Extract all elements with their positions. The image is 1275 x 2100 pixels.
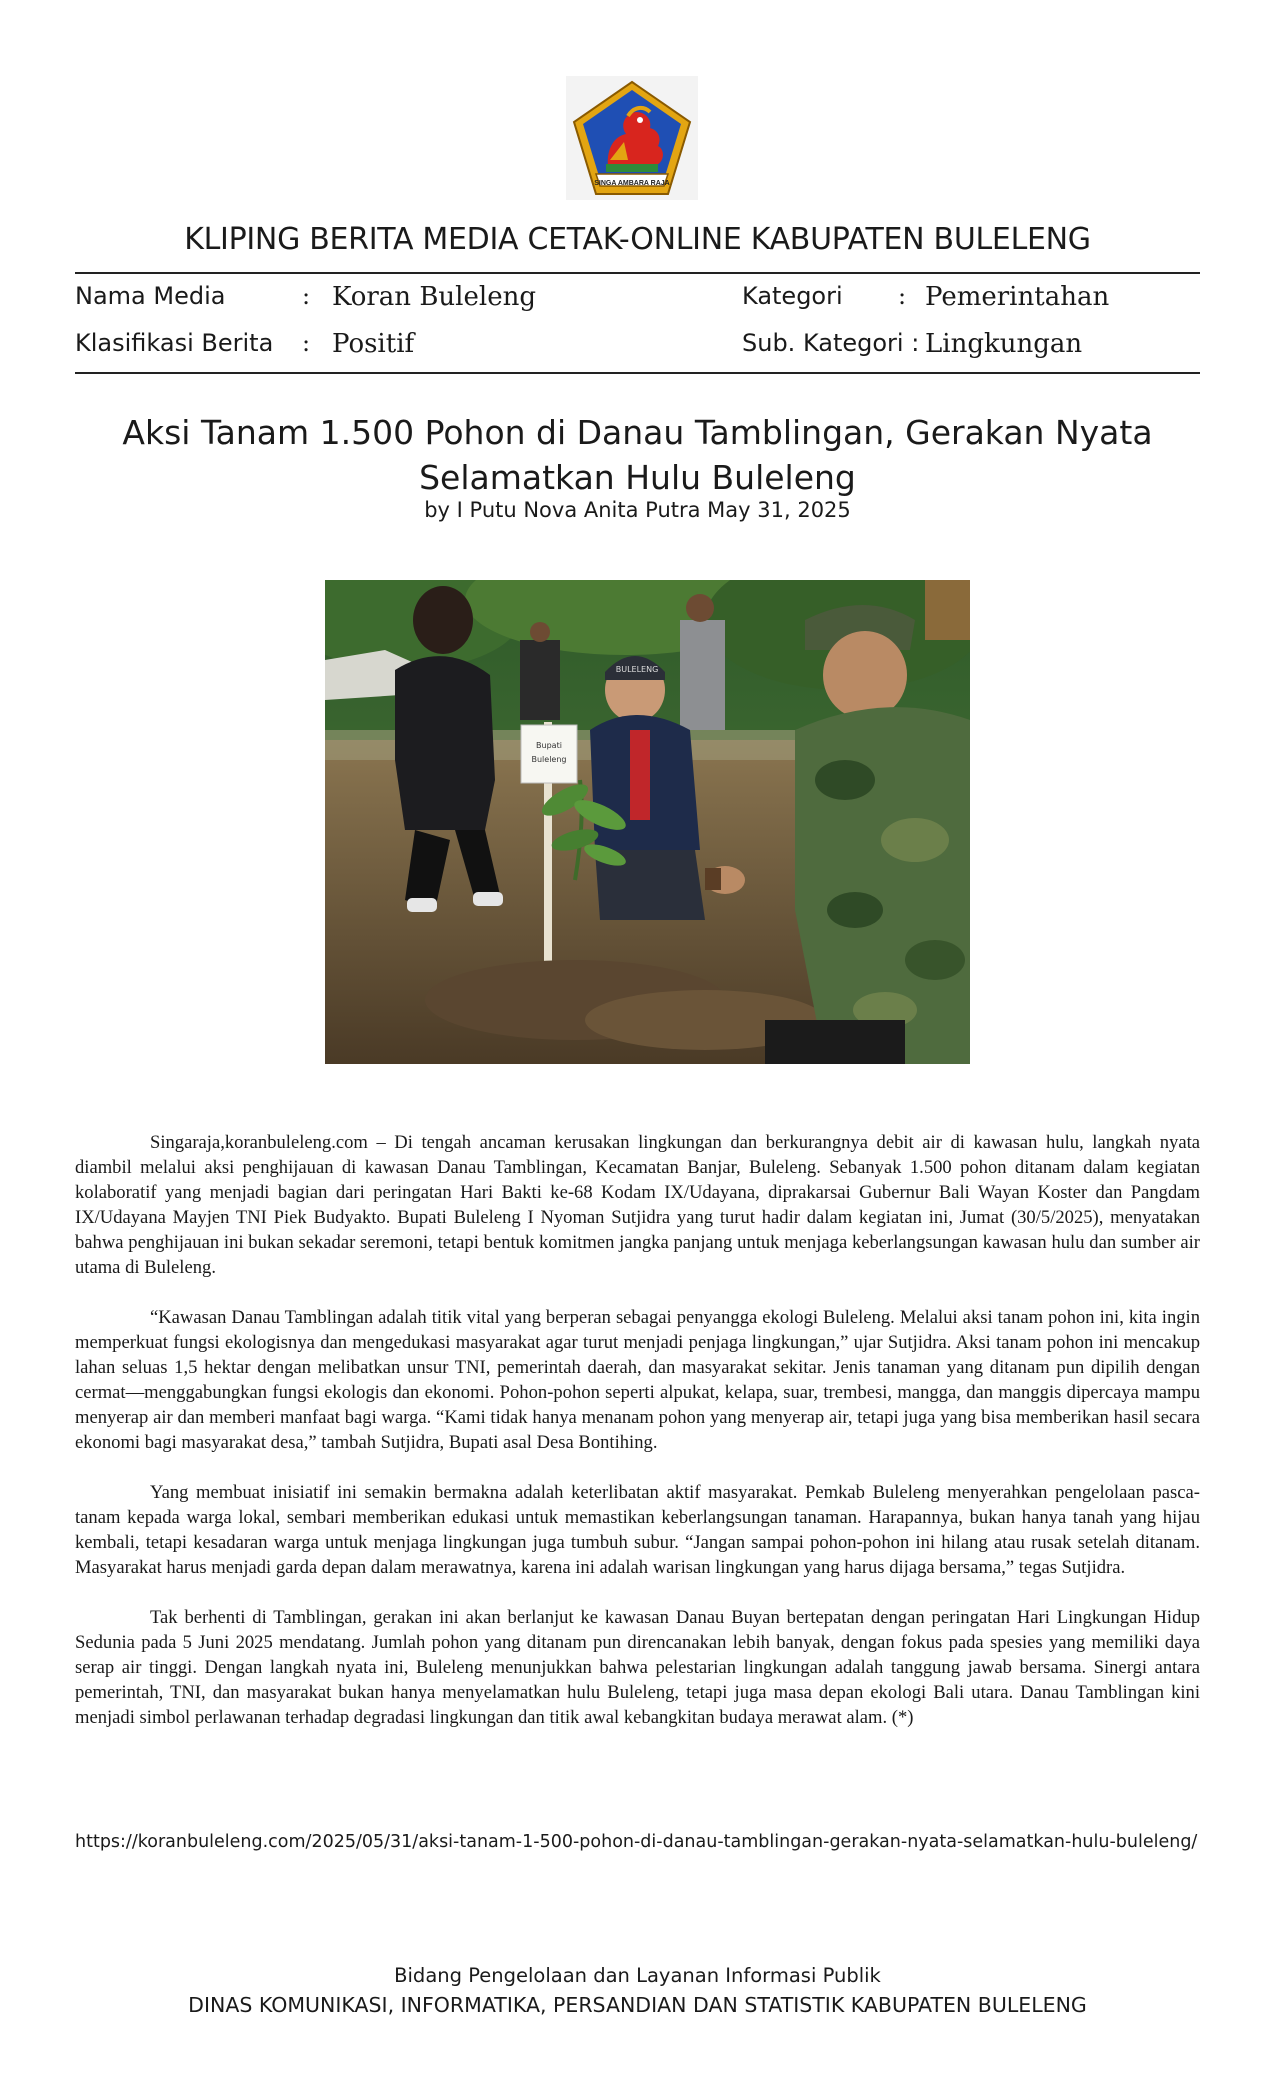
article-title	[100, 410, 1175, 500]
article-paragraph: Yang membuat inisiatif ini semakin bermakna adalah keterlibatan aktif masyarakat. Pemkab Buleleng menyerahkan pengelolaan pasca-tanam kepada warga lokal, sembari memberikan edukasi untuk memastikan keberlangsungan tanaman. Harapannya, bukan hanya tanah yang hijau kembali, tetapi kesadaran warga untuk menjaga lingkungan juga tumbuh subur. “Jangan sampai pohon-pohon ini hilang atau rusak setelah ditanam. Masyarakat harus menjadi garda depan dalam merawatnya, karena ini adalah warisan lingkungan yang harus dijaga bersama,” tegas Sutjidra.	[75, 1482, 1200, 1578]
article-paragraph: Singaraja,koranbuleleng.com – Di tengah ancaman kerusakan lingkungan dan berkurangnya debit air di kawasan hulu, langkah nyata diambil melalui aksi penghijauan di kawasan Danau Tamblingan, Kecamatan Banjar, Buleleng. Sebanyak 1.500 pohon ditanam dalam kegiatan kolaboratif yang menjadi bagian dari peringatan Hari Bakti ke-68 Kodam IX/Udayana, diprakarsai Gubernur Bali Wayan Koster dan Pangdam IX/Udayana Mayjen TNI Piek Budyakto. Bupati Buleleng I Nyoman Sutjidra yang turut hadir dalam kegiatan ini, Jumat (30/5/2025), menyatakan bahwa penghijauan ini bukan sekadar seremoni, tetapi bentuk komitmen jangka panjang untuk menjaga keberlangsungan kawasan hulu dan sumber air utama di Buleleng.	[75, 1132, 1200, 1278]
category-label: Kategori	[742, 282, 843, 310]
media-label: Nama Media	[75, 282, 226, 310]
logo-text: SINGA AMBARA RAJA	[594, 180, 670, 187]
classification-value: Positif	[332, 329, 415, 359]
article-title-line-2: Selamatkan Hulu Buleleng	[419, 458, 856, 497]
article-photo	[325, 580, 970, 1064]
article-title-line-1: Aksi Tanam 1.500 Pohon di Danau Tamblingan, Gerakan Nyata	[122, 413, 1153, 452]
subcategory-value: Lingkungan	[925, 329, 1083, 359]
cap-text: BULELENG	[615, 665, 659, 674]
sign-line-1: Bupati	[536, 741, 562, 750]
article-paragraph: Tak berhenti di Tamblingan, gerakan ini akan berlanjut ke kawasan Danau Buyan bertepatan dengan peringatan Hari Lingkungan Hidup Sedunia pada 5 Juni 2025 mendatang. Jumlah pohon yang ditanam pun direncanakan lebih banyak, dengan fokus pada spesies yang memiliki daya serap air tinggi. Dengan langkah nyata ini, Buleleng menunjukkan bahwa pelestarian lingkungan adalah tanggung jawab bersama. Sinergi antara pemerintah, TNI, dan masyarakat bukan hanya menyelamatkan hulu Buleleng, tetapi juga masa depan ekologi Bali utara. Danau Tamblingan kini menjadi simbol perlawanan terhadap degradasi lingkungan dan titik awal kebangkitan budaya merawat alam. (*)	[75, 1607, 1200, 1728]
header-rule-bottom	[75, 372, 1200, 374]
category-value: Pemerintahan	[925, 282, 1110, 312]
classification-label: Klasifikasi Berita	[75, 329, 274, 357]
sign-line-2: Buleleng	[531, 755, 567, 764]
media-colon: :	[302, 282, 311, 310]
media-value: Koran Buleleng	[332, 282, 536, 312]
classification-colon: :	[302, 329, 311, 357]
category-colon: :	[898, 282, 907, 310]
footer-department: Bidang Pengelolaan dan Layanan Informasi Publik	[394, 1964, 881, 1987]
article-body	[75, 1130, 1200, 1755]
article-paragraph: “Kawasan Danau Tamblingan adalah titik vital yang berperan sebagai penyangga ekologi Buleleng. Melalui aksi tanam pohon ini, kita ingin memperkuat fungsi ekologisnya dan mengedukasi masyarakat agar turut menjadi penjaga lingkungan,” ujar Sutjidra. Aksi tanam pohon ini mencakup lahan seluas 1,5 hektar dengan melibatkan unsur TNI, pemerintah daerah, dan masyarakat sekitar. Jenis tanaman yang ditanam pun dipilih dengan cermat—menggabungkan fungsi ekologis dan ekonomi. Pohon-pohon seperti alpukat, kelapa, suar, trembesi, mangga, dan manggis dipercaya mampu menyerap air dan memberi manfaat bagi warga. “Kami tidak hanya menanam pohon yang menyerap air, tetapi juga yang bisa memberikan hasil secara ekonomi bagi masyarakat desa,” tambah Sutjidra, Bupati asal Desa Bontihing.	[75, 1307, 1200, 1453]
article-byline: by I Putu Nova Anita Putra May 31, 2025	[424, 498, 851, 522]
header-rule-top	[75, 272, 1200, 274]
subcategory-label: Sub. Kategori :	[742, 329, 920, 357]
source-url[interactable]: https://koranbuleleng.com/2025/05/31/aksi-tanam-1-500-pohon-di-danau-tamblingan-gerakan-nyata-selamatkan-hulu-buleleng/	[75, 1832, 1198, 1852]
document-header-title: KLIPING BERITA MEDIA CETAK-ONLINE KABUPATEN BULELENG	[184, 222, 1091, 257]
footer-agency: DINAS KOMUNIKASI, INFORMATIKA, PERSANDIAN DAN STATISTIK KABUPATEN BULELENG	[188, 1993, 1087, 2017]
